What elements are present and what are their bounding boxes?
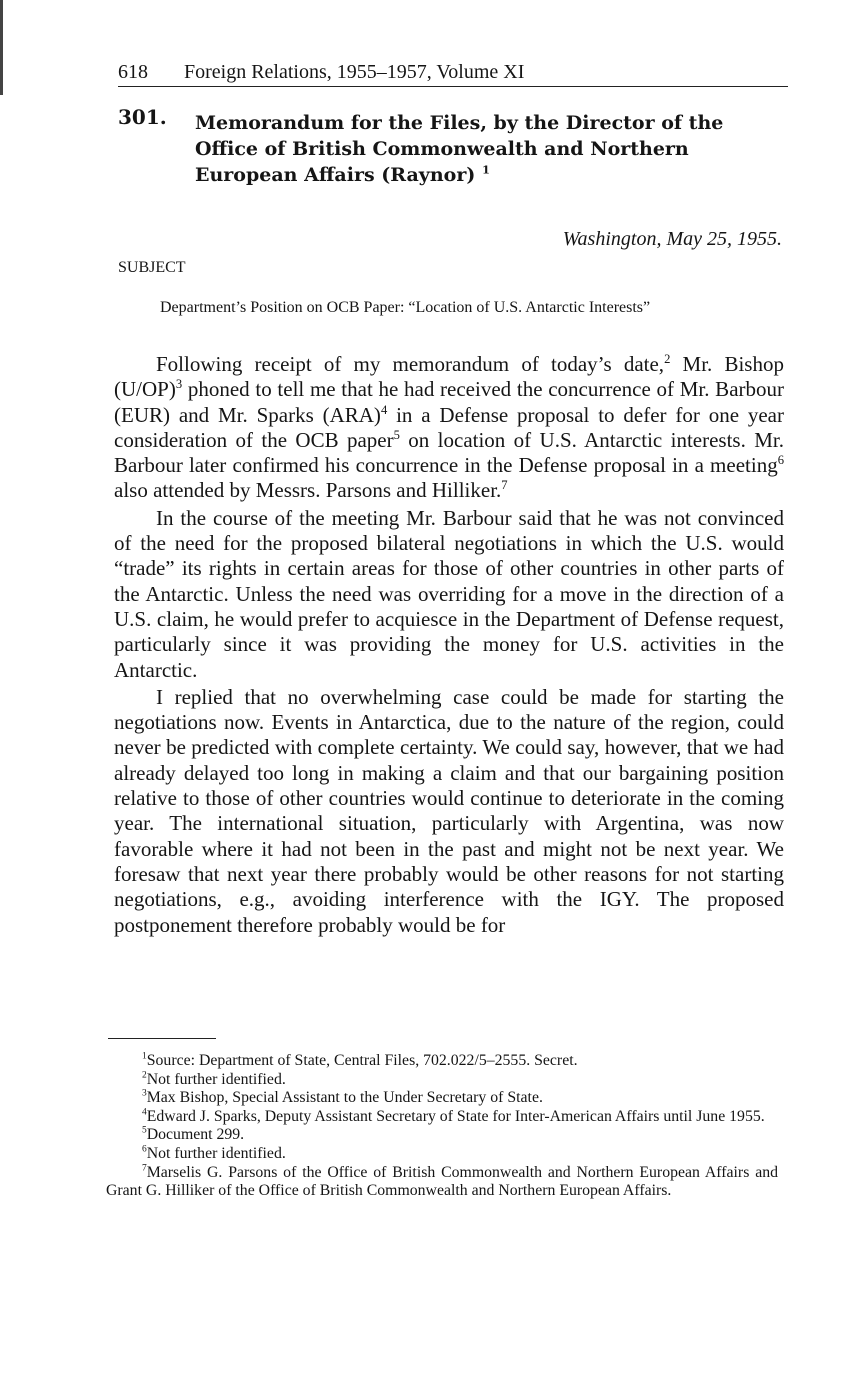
paragraph-text: Mr. Bishop (U/OP)	[114, 352, 784, 402]
footnote-mark: 1	[142, 1051, 147, 1062]
footnote-ref[interactable]: 4	[380, 402, 388, 417]
footnote-1	[106, 1052, 778, 1071]
document-title	[195, 110, 785, 188]
footnote-ref[interactable]: 2	[664, 352, 671, 366]
document-title-text: Memorandum for the Files, by the Director of the Office of British Commonwealth and Northern European Affairs (Raynor)	[195, 112, 724, 186]
footnote-6	[106, 1145, 778, 1164]
footnote-mark: 6	[142, 1144, 147, 1155]
footnote-text: Document 299.	[146, 1126, 245, 1144]
paragraph-text: on location of U.S. Antarctic interests. Mr. Barbour later confirmed his concurrence in the Defense proposal in a meeting	[114, 427, 784, 478]
paragraph-text: also attended by Messrs. Parsons and Hilliker.	[114, 478, 502, 503]
paragraph-2: In the course of the meeting Mr. Barbour said that he was not convinced of the need for the proposed bilateral negotiations in which the U.S. would “trade” its rights in certain areas for those of other countries in other parts of the Antarctic. Unless the need was overriding for a move in the direction of a U.S. claim, he would prefer to acquiesce in the Department of Defense request, particularly since it was providing the money for U.S. activities in the Antarctic.	[114, 505, 784, 682]
volume-title: Foreign Relations, 1955–1957, Volume XI	[184, 61, 525, 83]
footnote-7	[106, 1164, 778, 1201]
footnote-mark: 2	[142, 1070, 147, 1081]
document-number: 301.	[118, 105, 167, 129]
footnote-4	[106, 1108, 778, 1127]
footnote-text: Edward J. Sparks, Deputy Assistant Secretary of State for Inter-American Affairs until June 1955.	[146, 1107, 765, 1125]
paragraph-1	[114, 352, 784, 504]
footnote-mark: 7	[142, 1163, 147, 1174]
footnote-ref[interactable]: 3	[175, 377, 183, 392]
paragraph-3: I replied that no overwhelming case could be made for starting the negotiations now. Events in Antarctica, due to the nature of the region, could never be predicted with complete certainty. We could say, however, that we had already delayed too long in making a claim and that our bargaining position relative to those of other countries would continue to deteriorate in the coming year. The international situation, particularly with Argentina, was now favorable where it had not been in the past and might not be next year. We foresaw that next year there probably would be other reasons for not starting negotiations, e.g., avoiding interference with the IGY. The proposed postponement therefore probably would be for	[114, 684, 784, 937]
footnote-text: Max Bishop, Special Assistant to the Under Secretary of State.	[146, 1089, 543, 1107]
paragraph-text: in a Defense proposal to defer for one year consideration of the OCB paper	[114, 402, 784, 452]
footnote-text: Marselis G. Parsons of the Office of British Commonwealth and Northern European Affairs and Grant G. Hilliker of the Office of British Commonwealth and Northern European Affairs.	[106, 1163, 778, 1200]
dateline: Washington, May 25, 1955.	[562, 228, 782, 250]
footnote-ref[interactable]: 5	[393, 427, 400, 442]
footnote-ref[interactable]: 1	[481, 162, 490, 177]
page-number: 618	[118, 61, 148, 83]
paragraph-text: Following receipt of my memorandum of today’s date,	[156, 352, 665, 376]
subject-label: SUBJECT	[118, 259, 186, 276]
footnote-5	[106, 1126, 778, 1145]
paragraph-text: phoned to tell me that he had received the concurrence of Mr. Barbour (EUR) and Mr. Sparks (ARA)	[114, 377, 784, 427]
running-head	[118, 60, 788, 87]
footnote-mark: 5	[142, 1126, 147, 1137]
footnote-ref[interactable]: 7	[501, 478, 508, 493]
memorandum-body	[114, 352, 784, 938]
scan-edge-mark	[0, 0, 3, 95]
footnote-text: Source: Department of State, Central Files, 702.022/5–2555. Secret.	[146, 1052, 578, 1069]
footnote-mark: 4	[142, 1107, 147, 1118]
footnote-text: Not further identified.	[146, 1144, 286, 1162]
subject-text: Department’s Position on OCB Paper: “Location of U.S. Antarctic Interests”	[160, 299, 651, 316]
footnotes	[106, 1052, 778, 1201]
footnote-mark: 3	[142, 1088, 147, 1099]
footnote-text: Not further identified.	[146, 1070, 286, 1088]
footnote-ref[interactable]: 6	[777, 453, 784, 468]
footnote-2	[106, 1071, 778, 1090]
footnote-divider	[108, 1038, 216, 1039]
footnote-3	[106, 1089, 778, 1108]
